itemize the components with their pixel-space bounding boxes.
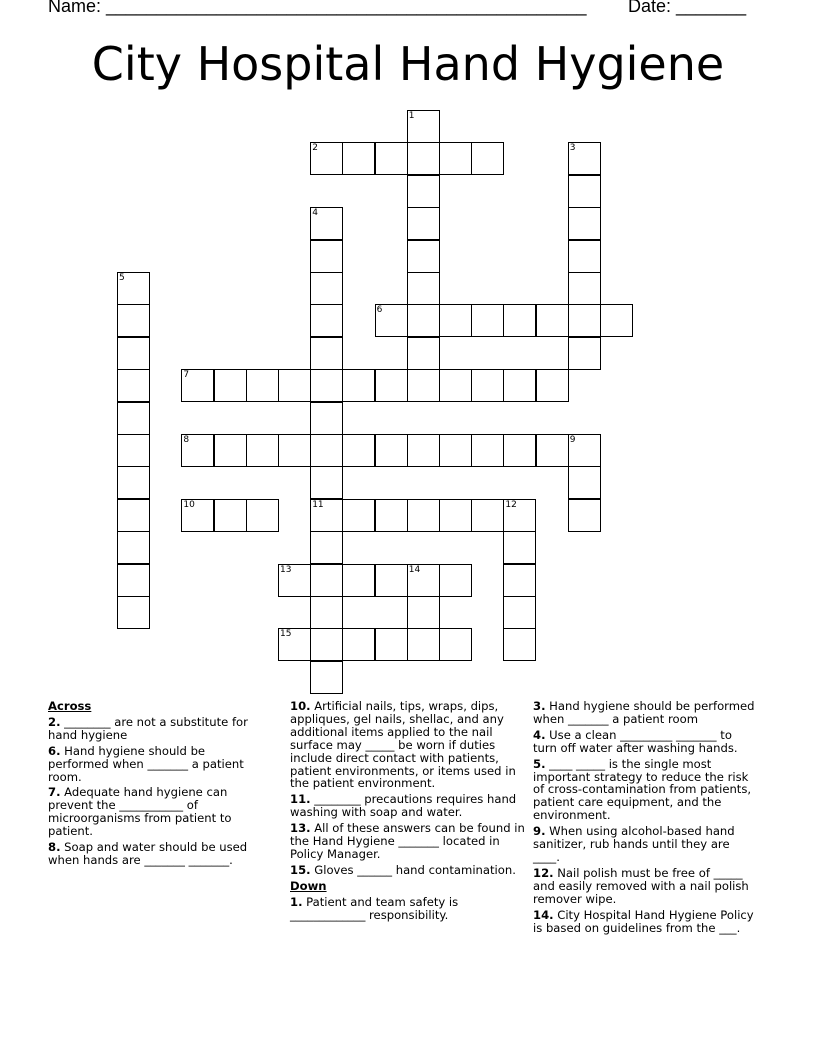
clue-text: ________ are not a substitute for hand hygiene [48, 714, 248, 742]
clue-item [533, 867, 758, 906]
grid-cell[interactable] [342, 369, 375, 402]
grid-cell[interactable] [375, 369, 408, 402]
grid-cell[interactable] [407, 434, 440, 467]
grid-cell[interactable] [407, 110, 440, 143]
grid-cell[interactable] [342, 628, 375, 661]
cell-number: 6 [376, 305, 383, 316]
clue-item [48, 786, 268, 838]
grid-cell[interactable] [407, 628, 440, 661]
clue-number: 13. [290, 821, 311, 836]
grid-cell[interactable] [214, 369, 247, 402]
grid-cell[interactable] [310, 564, 343, 597]
cell-number: 7 [183, 370, 190, 381]
clue-text: Use a clean _________ _______ to turn off water after washing hands. [533, 727, 738, 755]
grid-cell[interactable] [278, 628, 311, 661]
clue-item [290, 793, 526, 819]
clue-column-1 [48, 700, 268, 870]
grid-cell[interactable] [310, 142, 343, 175]
down-heading: Down [290, 878, 327, 893]
grid-cell[interactable] [310, 369, 343, 402]
clue-item [533, 909, 758, 935]
grid-cell[interactable] [471, 369, 504, 402]
grid-cell[interactable] [181, 434, 214, 467]
grid-cell[interactable] [375, 564, 408, 597]
grid-cell[interactable] [310, 402, 343, 435]
grid-cell[interactable] [407, 499, 440, 532]
grid-cell[interactable] [503, 564, 536, 597]
clue-number: 4. [533, 727, 546, 742]
grid-cell[interactable] [214, 434, 247, 467]
cell-number: 9 [569, 435, 576, 445]
date-label: Date: [628, 0, 677, 16]
grid-cell[interactable] [568, 175, 601, 208]
grid-cell[interactable] [117, 272, 150, 305]
cell-number: 14 [408, 564, 421, 575]
cell-number: 5 [119, 273, 125, 283]
grid-cell[interactable] [310, 466, 343, 499]
clue-text: City Hospital Hand Hygiene Policy is based on guidelines from the ___. [533, 907, 754, 935]
grid-cell[interactable] [181, 499, 214, 532]
grid-cell[interactable] [117, 466, 150, 499]
grid-cell[interactable] [214, 499, 247, 532]
clue-text: Soap and water should be used when hands are _______ _______. [48, 840, 248, 867]
clue-text: ________ precautions requires hand washing with soap and water. [290, 792, 517, 820]
clue-number: 14. [533, 907, 554, 922]
grid-cell[interactable] [568, 499, 601, 532]
grid-cell[interactable] [117, 337, 150, 370]
across-heading: Across [48, 699, 92, 713]
grid-cell[interactable] [439, 142, 472, 175]
cell-number: 12 [505, 499, 517, 510]
grid-cell[interactable] [407, 272, 440, 305]
grid-cell[interactable] [471, 499, 504, 532]
cell-number: 2 [312, 143, 318, 154]
grid-cell[interactable] [407, 207, 440, 240]
grid-cell[interactable] [310, 304, 343, 337]
clue-text: Patient and team safety is _____________ responsibility. [290, 894, 459, 922]
clue-item [48, 841, 268, 867]
clue-number: 15. [290, 862, 311, 877]
grid-cell[interactable] [117, 434, 150, 467]
grid-cell[interactable] [246, 369, 279, 402]
grid-cell[interactable] [407, 304, 440, 337]
grid-cell[interactable] [407, 175, 440, 208]
grid-cell[interactable] [439, 434, 472, 467]
grid-cell[interactable] [503, 596, 536, 629]
grid-cell[interactable] [568, 272, 601, 305]
name-line[interactable]: ________________________________________________ [106, 0, 587, 16]
grid-cell[interactable] [310, 628, 343, 661]
grid-cell[interactable] [568, 240, 601, 273]
grid-cell[interactable] [246, 499, 279, 532]
clue-item [48, 716, 268, 742]
grid-cell[interactable] [568, 207, 601, 240]
grid-cell[interactable] [181, 369, 214, 402]
grid-cell[interactable] [407, 564, 440, 597]
grid-cell[interactable] [375, 304, 408, 337]
grid-cell[interactable] [503, 304, 536, 337]
grid-cell[interactable] [375, 628, 408, 661]
clue-number: 11. [290, 792, 311, 807]
grid-cell[interactable] [310, 661, 343, 694]
grid-cell[interactable] [503, 434, 536, 467]
cell-number: 1 [408, 111, 415, 121]
grid-cell[interactable] [310, 499, 343, 532]
cell-number: 15 [280, 629, 292, 640]
grid-cell[interactable] [439, 628, 472, 661]
grid-cell[interactable] [503, 628, 536, 661]
grid-cell[interactable] [117, 596, 150, 629]
puzzle-title: City Hospital Hand Hygiene [91, 37, 725, 91]
grid-cell[interactable] [342, 142, 375, 175]
cell-number: 13 [280, 564, 292, 575]
clue-item [290, 700, 526, 790]
grid-cell[interactable] [310, 337, 343, 370]
cell-number: 10 [183, 499, 195, 510]
name-label: Name: [48, 0, 107, 16]
grid-cell[interactable] [246, 434, 279, 467]
grid-cell[interactable] [342, 434, 375, 467]
clue-text: Hand hygiene should be performed when _______ a patient room [533, 699, 755, 726]
clue-text: Nail polish must be free of _____ and easily removed with a nail polish remover wipe. [533, 865, 749, 906]
grid-cell[interactable] [503, 499, 536, 532]
grid-cell[interactable] [310, 272, 343, 305]
grid-cell[interactable] [568, 466, 601, 499]
grid-cell[interactable] [471, 434, 504, 467]
grid-cell[interactable] [278, 564, 311, 597]
grid-cell[interactable] [568, 142, 601, 175]
grid-cell[interactable] [117, 402, 150, 435]
grid-cell[interactable] [278, 369, 311, 402]
clue-text: All of these answers can be found in the Hand Hygiene _______ located in Policy Manager. [290, 821, 525, 861]
clue-item [48, 745, 268, 784]
grid-cell[interactable] [375, 434, 408, 467]
grid-cell[interactable] [310, 207, 343, 240]
grid-cell[interactable] [310, 434, 343, 467]
grid-cell[interactable] [600, 304, 633, 337]
cell-number: 11 [312, 499, 324, 510]
grid-cell[interactable] [310, 240, 343, 273]
cell-number: 8 [183, 435, 190, 445]
grid-cell[interactable] [503, 531, 536, 564]
clue-item [533, 700, 758, 726]
clue-item [533, 729, 758, 755]
grid-cell[interactable] [568, 337, 601, 370]
grid-cell[interactable] [117, 369, 150, 402]
grid-cell[interactable] [471, 142, 504, 175]
clue-text: When using alcohol-based hand sanitizer, rub hands until they are ____. [533, 824, 735, 864]
clue-number: 6. [48, 743, 61, 758]
grid-cell[interactable] [407, 596, 440, 629]
grid-cell[interactable] [310, 596, 343, 629]
clue-item [290, 896, 526, 922]
clue-number: 7. [48, 785, 61, 800]
clue-number: 1. [290, 894, 303, 909]
clue-text: ____ _____ is the single most important strategy to reduce the risk of cross-contamination from patients, patient care equipment, and the environment. [533, 756, 752, 823]
grid-cell[interactable] [471, 304, 504, 337]
grid-cell[interactable] [342, 564, 375, 597]
grid-cell[interactable] [407, 142, 440, 175]
clue-item [533, 825, 758, 864]
grid-cell[interactable] [536, 369, 569, 402]
grid-cell[interactable] [117, 564, 150, 597]
grid-cell[interactable] [375, 142, 408, 175]
clue-number: 10. [290, 699, 311, 713]
clue-column-3 [533, 700, 758, 937]
grid-cell[interactable] [568, 304, 601, 337]
clue-text: Artificial nails, tips, wraps, dips, appliques, gel nails, shellac, and any additional items applied to the nail surface may _____ be worn if duties include direct contact with patients, patient environments, or items used in the patient environment. [290, 699, 516, 791]
clue-number: 8. [48, 840, 61, 855]
grid-cell[interactable] [117, 499, 150, 532]
grid-cell[interactable] [117, 531, 150, 564]
clue-number: 3. [533, 699, 546, 713]
grid-cell[interactable] [568, 434, 601, 467]
grid-cell[interactable] [439, 369, 472, 402]
grid-cell[interactable] [536, 434, 569, 467]
grid-cell[interactable] [407, 369, 440, 402]
clue-text: Hand hygiene should be performed when _______ a patient room. [48, 743, 244, 784]
clue-number: 2. [48, 714, 61, 729]
grid-cell[interactable] [536, 304, 569, 337]
clue-number: 12. [533, 865, 554, 880]
grid-cell[interactable] [439, 564, 472, 597]
date-line[interactable]: _______ [676, 0, 747, 16]
clue-column-2 [290, 700, 526, 925]
clue-text: Gloves ______ hand contamination. [314, 862, 516, 877]
clue-item [290, 822, 526, 861]
grid-cell[interactable] [439, 304, 472, 337]
clue-item [290, 864, 526, 877]
grid-cell[interactable] [407, 240, 440, 273]
grid-cell[interactable] [310, 531, 343, 564]
clue-number: 5. [533, 756, 546, 771]
grid-cell[interactable] [342, 499, 375, 532]
cell-number: 4 [312, 208, 318, 219]
clue-item [533, 758, 758, 823]
grid-cell[interactable] [117, 304, 150, 337]
grid-cell[interactable] [375, 499, 408, 532]
clue-text: Adequate hand hygiene can prevent the ___________ of microorganisms from patient to patient. [48, 785, 232, 839]
grid-cell[interactable] [503, 369, 536, 402]
cell-number: 3 [569, 143, 576, 154]
clue-number: 9. [533, 824, 546, 839]
grid-cell[interactable] [407, 337, 440, 370]
grid-cell[interactable] [439, 499, 472, 532]
grid-cell[interactable] [278, 434, 311, 467]
